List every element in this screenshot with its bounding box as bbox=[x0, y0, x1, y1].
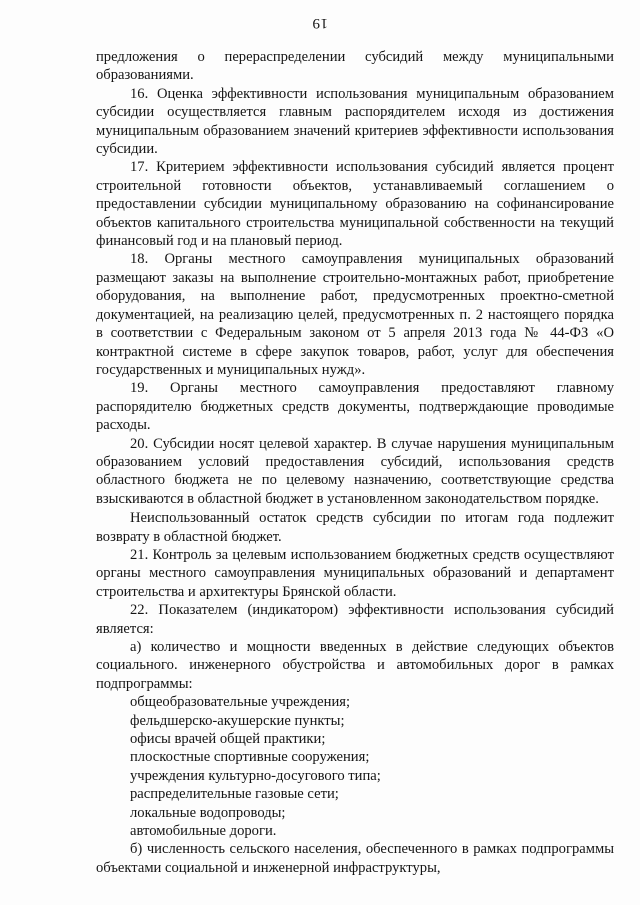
paragraph-16: 16. Оценка эффективности использования муниципальным образованием субсидии осуществляется главным распорядителем исходя из достижения муниципальным образованием значений критериев эффективности использования субсидии. bbox=[96, 85, 614, 158]
paragraph-18: 18. Органы местного самоуправления муниципальных образований размещают заказы на выполнение строительно-монтажных работ, приобретение оборудования, на выполнение работ, предусмотренных проектно-сметной документацией, на реализацию целей, предусмотренных п. 2 настоящего порядка в соответствии с Федеральным законом от 5 апреля 2013 года № 44-ФЗ «О контрактной системе в сфере закупок товаров, работ, услуг для обеспечения государственных и муниципальных нужд». bbox=[96, 251, 614, 378]
paragraph-21: 21. Контроль за целевым использованием бюджетных средств осуществляют органы местного самоуправления муниципальных образований и департамент строительства и архитектуры Брянской области. bbox=[96, 546, 614, 600]
paragraph-intro: предложения о перераспределении субсидий между муниципальными образованиями. bbox=[96, 49, 614, 84]
paragraph-22: 22. Показателем (индикатором) эффективности использования субсидий является: bbox=[96, 602, 614, 637]
page-number: 19 bbox=[312, 15, 328, 31]
list-item: офисы врачей общей практики; bbox=[130, 731, 326, 748]
list-item: общеобразовательные учреждения; bbox=[130, 694, 351, 711]
facility-list bbox=[96, 693, 614, 840]
paragraph-19: 19. Органы местного самоуправления предоставляют главному распорядителю бюджетных средств документы, подтверждающие проводимые расходы. bbox=[96, 380, 614, 434]
list-item: плоскостные спортивные сооружения; bbox=[130, 749, 370, 766]
list-item: фельдшерско-акушерские пункты; bbox=[130, 712, 345, 729]
paragraph-20-remainder: Неиспользованный остаток средств субсидии по итогам года подлежит возврату в областной бюджет. bbox=[96, 510, 614, 545]
paragraph-22a: а) количество и мощности введенных в действие следующих объектов социального. инженерного обустройства и автомобильных дорог в рамках подпрограммы: bbox=[96, 639, 614, 692]
list-item: учреждения культурно-досугового типа; bbox=[130, 767, 381, 784]
list-item: автомобильные дороги. bbox=[130, 823, 277, 840]
document-body bbox=[96, 48, 614, 877]
paragraph-17: 17. Критерием эффективности использования субсидий является процент строительной готовности объектов, устанавливаемый соглашением о предоставлении субсидии муниципальному образованию на софинансирование объектов капитального строительства муниципальной собственности на текущий финансовый год и на плановый период. bbox=[96, 159, 614, 250]
list-item: локальные водопроводы; bbox=[130, 804, 286, 821]
paragraph-20: 20. Субсидии носят целевой характер. В случае нарушения муниципальным образованием условий предоставления субсидий, использования средств областного бюджета не по целевому назначению, соответствующие средства взыскиваются в областной бюджет в установленном законодательством порядке. bbox=[96, 435, 614, 507]
paragraph-22b: б) численность сельского населения, обеспеченного в рамках подпрограммы объектами социальной и инженерной инфраструктуры, bbox=[96, 841, 614, 876]
list-item: распределительные газовые сети; bbox=[130, 786, 339, 803]
